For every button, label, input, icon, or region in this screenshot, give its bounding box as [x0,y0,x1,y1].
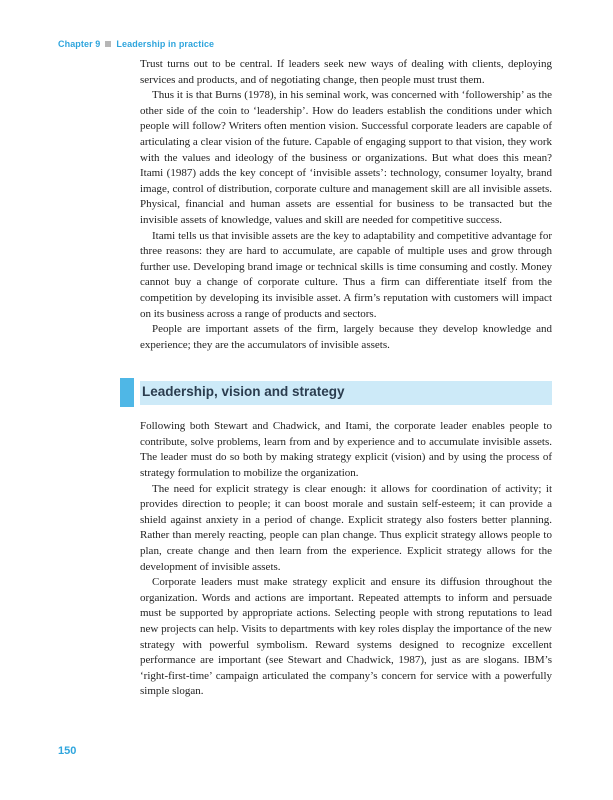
chapter-label: Chapter 9 [58,39,101,49]
paragraph: The need for explicit strategy is clear enough: it allows for coordination of activity; it provides direction to people; it can boost morale and sustain self-esteem; it can provide a shield against anxiety in a period of change. Explicit strategy also fosters better planning. Rather than merely reacting, people can plan change. Thus explicit strategy allows people to plan, create change and then learn from the experience. Explicit strategy allows for the development of invisible assets. [140,482,552,573]
paragraph: Trust turns out to be central. If leaders seek new ways of dealing with clients, deploying services and products, and of negotiating change, then people must trust them. [140,58,552,86]
page-number: 150 [58,745,77,757]
chapter-title: Leadership in practice [116,39,215,49]
paragraph: Thus it is that Burns (1978), in his seminal work, was concerned with ‘followership’ as the other side of the coin to ‘leadership’. How do leaders establish the conditions under which people will follow? Writers often mention vision. Successful corporate leaders are capable of articulating a clear vision of the future. Capable of engaging support to that vision, they work with the values and ideology of the business or organizations. But what does this mean? Itami (1987) adds the key concept of ‘invisible assets’: technology, consumer loyalty, brand image, control of distribution, corporate culture and management skill are all invisible assets. Physical, financial and human assets are essential for business to be transacted but the invisible assets of knowledge, values and skill are needed for competitive success. [140,89,552,226]
square-bullet-icon [105,41,111,47]
paragraph: Corporate leaders must make strategy explicit and ensure its diffusion throughout the organization. Words and actions are important. Repeated attempts to inform and persuade must be supported by appropriate actions. Selecting people with strong reputations to lead new projects can help. Visits to departments with key roles display the importance of the new strategy with powerful symbolism. Reward systems designed to recognize excellent performance are important (see Stewart and Chadwick, 1987), just as are slogans. IBM’s ‘right-first-time’ campaign articulated the company’s concern for service with a powerfully simple slogan. [140,576,552,698]
body-text [140,57,552,700]
running-header [58,39,214,49]
paragraph: Following both Stewart and Chadwick, and Itami, the corporate leader enables people to contribute, solve problems, learn from and by experience and to accumulate invisible assets. The leader must do so both by making strategy explicit (vision) and by using the process of strategy formulation to mobilize the organization. [140,420,552,480]
section-title: Leadership, vision and strategy [142,384,345,400]
paragraph: Itami tells us that invisible assets are the key to adaptability and competitive advantage for three reasons: they are hard to accumulate, are capable of multiple uses and grow through further use. Developing brand image or technical skills is time consuming and costly. Money cannot buy a change of corporate culture. Thus a firm can differentiate itself from the competition by developing its invisible asset. A firm’s reputation with customers will impact on its business across a range of products and sectors. [140,229,552,320]
paragraph: People are important assets of the firm, largely because they develop knowledge and experience; they are the accumulators of invisible assets. [140,323,552,351]
heading-accent-bar [120,378,134,407]
section-heading [140,379,552,407]
